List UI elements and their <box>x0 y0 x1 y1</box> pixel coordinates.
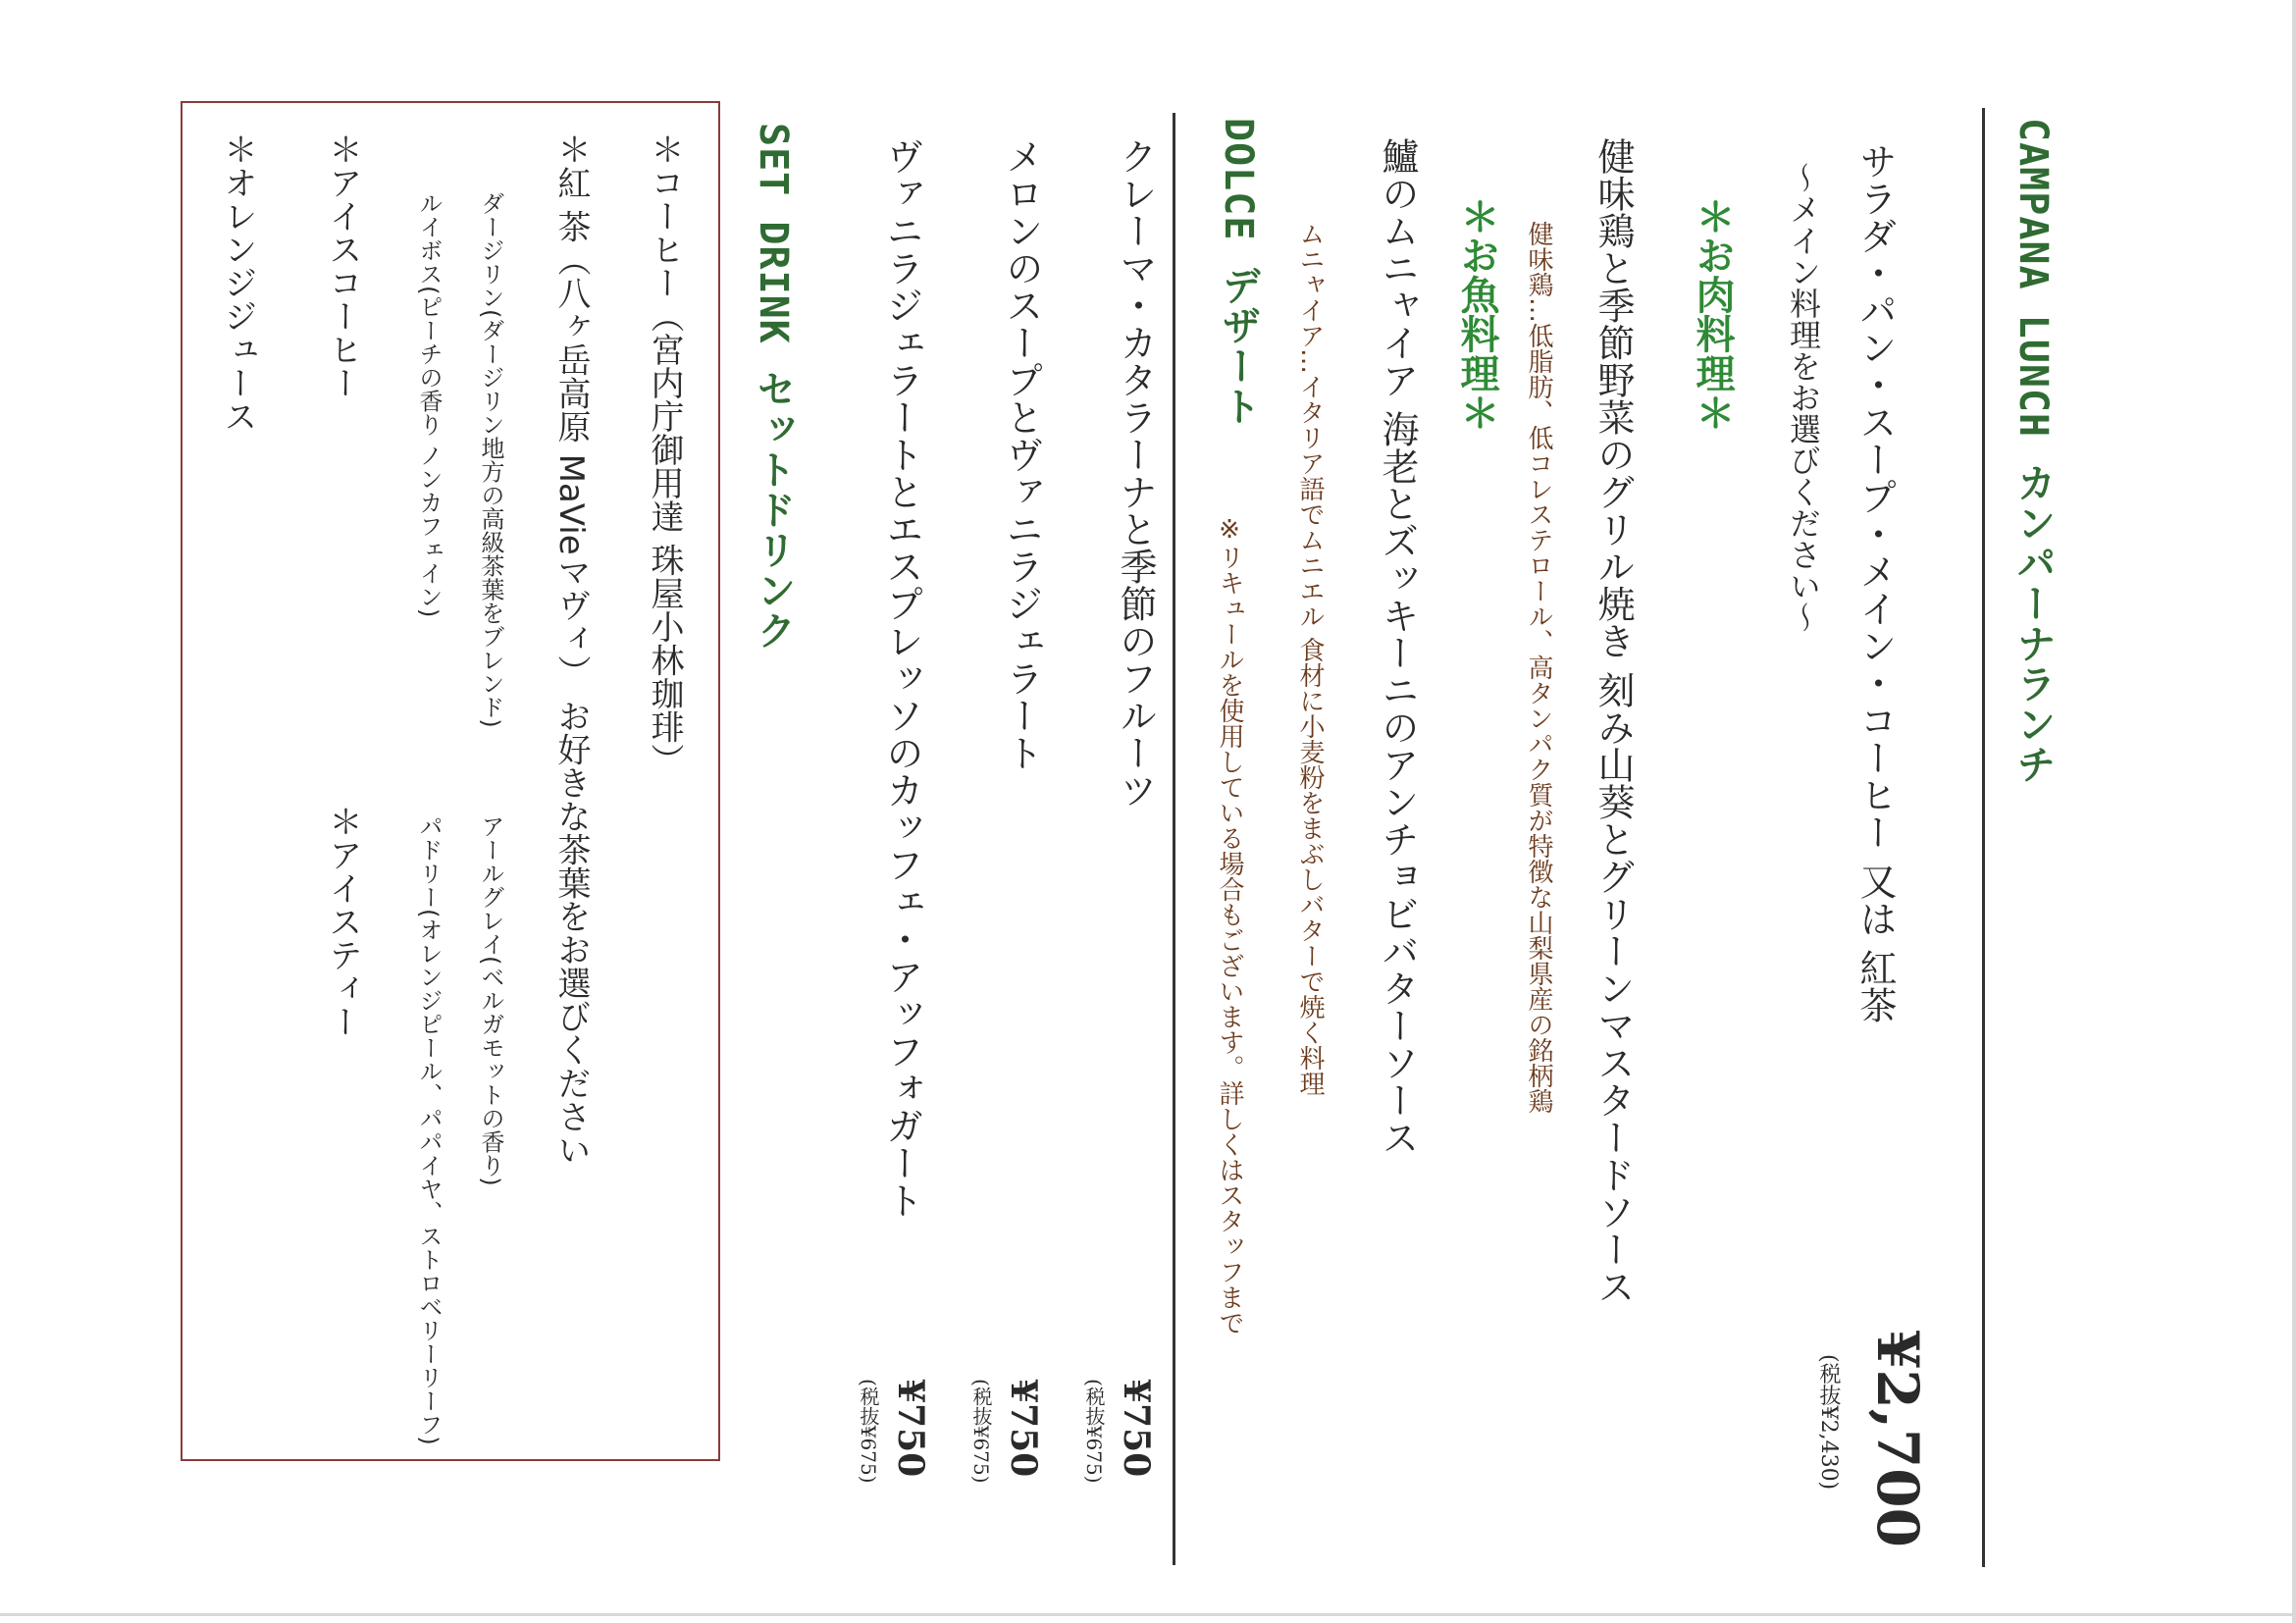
meat-note: 健味鶏…低脂肪、低コレステロール、高タンパク質が特徴な山梨県産の銘柄鶏 <box>1524 221 1553 1114</box>
fish-heading: ＊お魚料理＊ <box>1454 196 1499 432</box>
page-edge-right <box>2292 0 2296 1623</box>
dolce-item-price: ¥750 <box>890 1379 931 1478</box>
dolce-item-price: ¥750 <box>1116 1379 1157 1478</box>
drink-coffee: ＊コーヒー（宮内庁御用達 珠屋小林珈琲） <box>645 132 684 777</box>
drink-tea-darjeeling: ダージリン(ダージリン地方の高級茶葉をブレンド) <box>477 191 504 728</box>
dolce-note: ※リキュールを使用している場合もございます。詳しくはスタッフまで <box>1215 515 1244 1335</box>
dolce-divider-line <box>1173 113 1175 1565</box>
meat-dish: 健味鶏と季節野菜のグリル焼き 刻み山葵とグリーンマスタードソース <box>1592 137 1635 1306</box>
drink-title: SET DRINK セットドリンク <box>751 123 796 651</box>
dolce-item-price: ¥750 <box>1003 1379 1044 1478</box>
dolce-item-tax: (税抜¥675) <box>1082 1379 1106 1484</box>
dolce-item-tax: (税抜¥675) <box>969 1379 993 1484</box>
dolce-title: DOLCE デザート <box>1216 118 1261 427</box>
lunch-choose-note: ～メイン料理をお選びください～ <box>1785 162 1822 633</box>
drink-tea-earlgrey: アールグレイ(ベルガモットの香り) <box>477 814 504 1186</box>
meat-heading: ＊お肉料理＊ <box>1690 196 1735 432</box>
drink-iced-tea: ＊アイスティー <box>323 805 362 1038</box>
lunch-divider-line <box>1982 108 1985 1567</box>
drink-iced-coffee: ＊アイスコーヒー <box>323 132 362 399</box>
fish-note: ムニャイア…イタリア語でムニエル 食材に小麦粉をまぶしバターで焼く料理 <box>1295 221 1325 1097</box>
dolce-item-name: メロンのスープとヴァニラジェラート <box>1000 137 1043 771</box>
dolce-item-name: ヴァニラジェラートとエスプレッソのカッフェ・アッフォガート <box>880 137 923 1219</box>
page-edge-bottom <box>0 1613 2296 1616</box>
drink-orange: ＊オレンジジュース <box>218 132 257 433</box>
fish-dish: 鱸のムニャイア 海老とズッキーニのアンチョビバターソース <box>1376 137 1419 1157</box>
dolce-item-name: クレーマ・カタラーナと季節のフルーツ <box>1114 137 1157 809</box>
drink-tea-rooibos: ルイボス(ピーチの香り ノンカフェイン) <box>415 191 443 618</box>
lunch-title: CAMPANA LUNCH カンパーナランチ <box>2010 118 2056 785</box>
lunch-price: ¥2,700 <box>1864 1330 1931 1547</box>
dolce-item-tax: (税抜¥675) <box>857 1379 880 1484</box>
drink-box <box>181 101 720 1461</box>
lunch-courses: サラダ・パン・スープ・メイン・コーヒー 又は 紅茶 <box>1853 142 1897 1024</box>
drink-tea: ＊紅 茶（八ヶ岳高原 MaVieマヴィ） お好きな茶葉をお選びください <box>551 132 591 1167</box>
drink-tea-padry: パドリー(オレンジピール、パパイヤ、ストロベリーリーフ) <box>415 814 443 1445</box>
lunch-price-tax: (税抜¥2,430) <box>1816 1354 1841 1491</box>
